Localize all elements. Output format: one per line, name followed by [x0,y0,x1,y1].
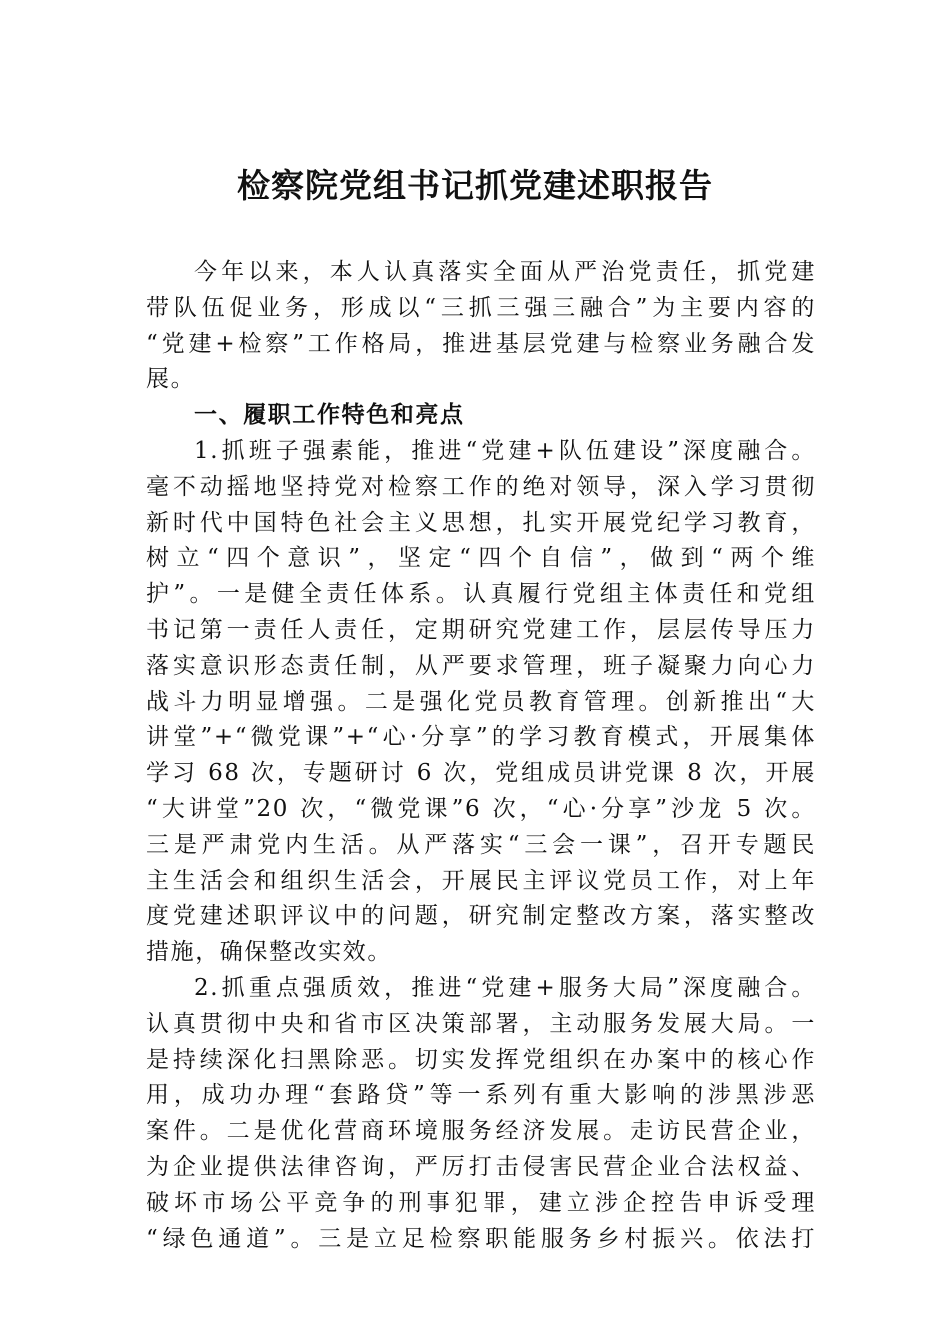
paragraph-line: 三是严肃党内生活。从严落实“三会一课”，召开专题民 [146,831,816,858]
paragraph-line: 破坏市场公平竞争的刑事犯罪，建立涉企控告申诉受理 [146,1189,816,1216]
paragraph-line: 新时代中国特色社会主义思想，扎实开展党纪学习教育， [146,509,816,536]
paragraph-line: 措施，确保整改实效。 [146,939,392,966]
paragraph-line: 度党建述职评议中的问题，研究制定整改方案，落实整改 [146,903,816,930]
document-title: 检察院党组书记抓党建述职报告 [237,166,713,205]
paragraph-line: “绿色通道”。三是立足检察职能服务乡村振兴。依法打 [146,1225,816,1252]
paragraph-line: 护”。一是健全责任体系。认真履行党组主体责任和党组 [146,581,816,608]
paragraph-line: 讲堂”+“微党课”+“心·分享”的学习教育模式，开展集体 [146,724,816,751]
paragraph-line: 学习 68 次，专题研讨 6 次，党组成员讲党课 8 次，开展 [146,760,816,787]
subsection-heading-line: 1.抓班子强素能，推进“党建+队伍建设”深度融合。 [194,437,816,464]
paragraph-line: 认真贯彻中央和省市区决策部署，主动服务发展大局。一 [146,1010,816,1037]
paragraph-line: “党建+检察”工作格局，推进基层党建与检察业务融合发 [146,330,816,357]
paragraph-line: 为企业提供法律咨询，严厉打击侵害民营企业合法权益、 [146,1153,816,1180]
paragraph-line: 今年以来，本人认真落实全面从严治党责任，抓党建 [194,259,816,285]
subsection-heading-line: 2.抓重点强质效，推进“党建+服务大局”深度融合。 [194,974,816,1001]
paragraph-line: 毫不动摇地坚持党对检察工作的绝对领导，深入学习贯彻 [146,473,816,500]
paragraph-line: 用，成功办理“套路贷”等一系列有重大影响的涉黑涉恶 [146,1082,816,1109]
paragraph-line: 案件。二是优化营商环境服务经济发展。走访民营企业， [146,1118,816,1145]
paragraph-line: 带队伍促业务，形成以“三抓三强三融合”为主要内容的 [146,294,816,321]
document-body [146,255,816,1257]
paragraph-line: 树立“四个意识”，坚定“四个自信”，做到“两个维 [146,545,816,572]
paragraph-line: 主生活会和组织生活会，开展民主评议党员工作，对上年 [146,867,816,894]
paragraph-line: “大讲堂”20 次，“微党课”6 次，“心·分享”沙龙 5 次。 [146,795,816,822]
paragraph-line: 战斗力明显增强。二是强化党员教育管理。创新推出“大 [146,688,816,715]
paragraph-line: 是持续深化扫黑除恶。切实发挥党组织在办案中的核心作 [146,1046,816,1073]
section-heading: 一、履职工作特色和亮点 [194,402,465,429]
paragraph-line: 展。 [146,366,196,393]
paragraph-line: 落实意识形态责任制，从严要求管理，班子凝聚力向心力 [146,652,816,679]
paragraph-line: 书记第一责任人责任，定期研究党建工作，层层传导压力 [146,616,816,643]
